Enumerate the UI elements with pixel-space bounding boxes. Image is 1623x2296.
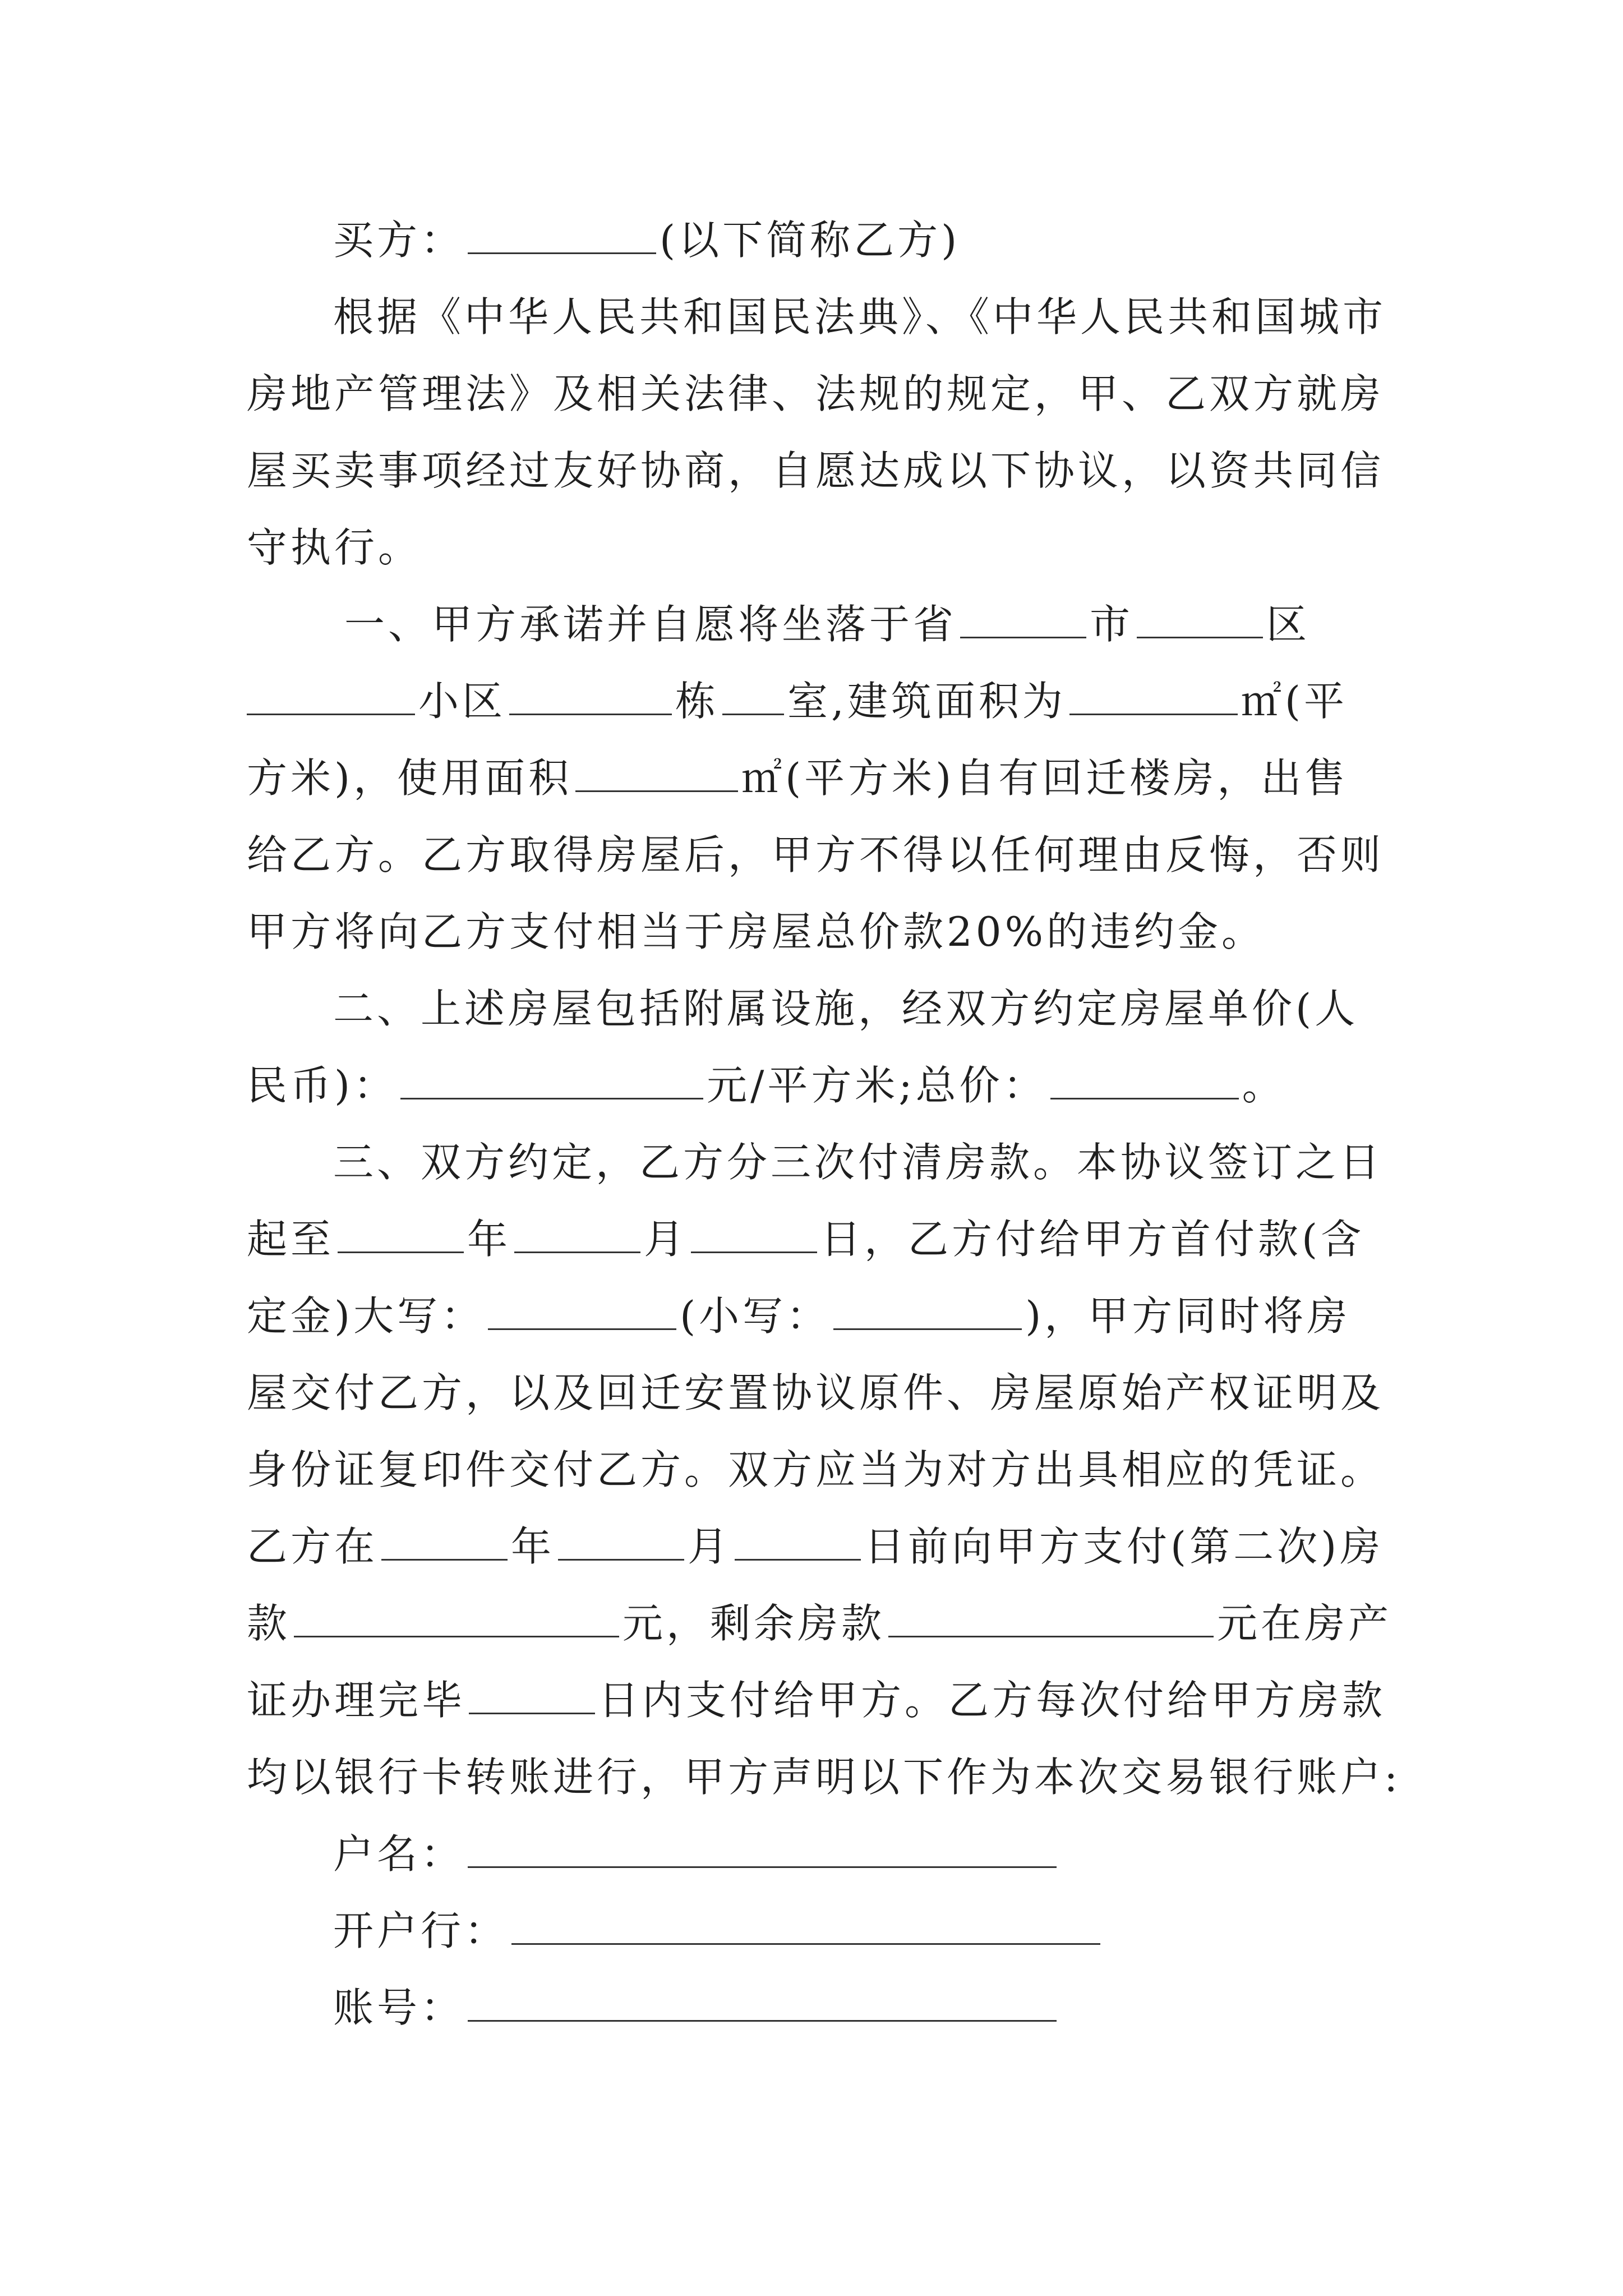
community-blank	[247, 711, 415, 715]
clause-text: 。	[1242, 1062, 1286, 1109]
clause-text: 栋	[675, 678, 720, 725]
clause-3-line	[247, 1278, 1385, 1355]
clause-1-line	[247, 663, 1385, 740]
paragraph-line: 三、双方约定，乙方分三次付清房款。本协议签订之日	[333, 1139, 1384, 1186]
clause-text: 元/平方米;总价：	[707, 1062, 1047, 1109]
clause-3-line	[247, 1662, 1385, 1739]
clause-text: )，甲方同时将房	[1025, 1292, 1351, 1340]
bank-line	[247, 1893, 1385, 1970]
paragraph-line: 屋交付乙方，以及回迁安置协议原件、房屋原始产权证明及	[247, 1369, 1385, 1416]
area-blank	[1069, 711, 1238, 715]
account-name-label: 户名：	[333, 1830, 465, 1878]
paragraph-line: 房地产管理法》及相关法律、法规的规定，甲、乙双方就房	[247, 370, 1385, 417]
amount-words-blank	[488, 1326, 676, 1330]
clause-text: 室,建筑面积为	[787, 678, 1066, 725]
clause-text: 区	[1266, 601, 1311, 648]
paragraph-line: 甲方将向乙方支付相当于房屋总价款20%的违约金。	[247, 908, 1266, 955]
clause-2-line	[247, 1047, 1385, 1124]
clause-text: (小写：	[680, 1292, 831, 1340]
account-name-line	[247, 1816, 1385, 1893]
remaining-payment-blank	[888, 1634, 1214, 1637]
city-blank	[960, 634, 1086, 638]
clause-text: 乙方在	[247, 1523, 379, 1570]
paragraph-line: 身份证复印件交付乙方。双方应当为对方出具相应的凭证。	[247, 1446, 1385, 1493]
clause-text: 日前向甲方支付(第二次)房	[864, 1523, 1384, 1570]
usable-area-blank	[575, 788, 738, 792]
day-blank	[691, 1249, 817, 1253]
unit-price-blank	[400, 1096, 703, 1099]
clause-text: 年	[511, 1523, 555, 1570]
month-blank	[558, 1557, 684, 1561]
clause-text: 日内支付给甲方。乙方每次付给甲方房款	[598, 1677, 1386, 1724]
paragraph-line: 均以银行卡转账进行，甲方声明以下作为本次交易银行账户:	[247, 1754, 1401, 1801]
account-number-label: 账号：	[333, 1984, 465, 2031]
district-blank	[1137, 634, 1263, 638]
year-blank	[381, 1557, 508, 1561]
clause-text: 证办理完毕	[247, 1677, 466, 1724]
account-number-blank	[468, 2018, 1057, 2022]
clause-text: 一、甲方承诺并自愿将坐落于省	[344, 601, 957, 648]
buyer-label: 买方：	[333, 217, 465, 264]
paragraph-line: 守执行。	[247, 524, 422, 571]
clause-text: 月	[644, 1216, 688, 1263]
buyer-alias: (以下简称乙方)	[660, 217, 961, 264]
month-blank	[514, 1249, 640, 1253]
clause-text: 市	[1090, 601, 1134, 648]
amount-figures-blank	[833, 1326, 1022, 1330]
clause-3-line	[247, 1585, 1393, 1662]
building-blank	[509, 711, 672, 715]
clause-3-line	[247, 1201, 1385, 1278]
clause-text: 定金)大写：	[247, 1292, 485, 1340]
total-price-blank	[1050, 1096, 1239, 1099]
bank-label: 开户行：	[333, 1907, 509, 1954]
clause-text: 民币)：	[247, 1062, 398, 1109]
paragraph-line: 根据《中华人民共和国民法典》、《中华人民共和国城市	[333, 293, 1387, 341]
contract-body	[247, 202, 1401, 2046]
buyer-line	[247, 202, 1385, 279]
clause-text: 方米)，使用面积	[247, 754, 573, 802]
days-blank	[469, 1710, 595, 1714]
account-number-line	[247, 1970, 1385, 2046]
account-name-blank	[468, 1864, 1057, 1868]
clause-1-line	[247, 740, 1385, 817]
room-blank	[722, 711, 784, 715]
clause-3-line	[247, 1508, 1385, 1585]
clause-text: 月	[688, 1523, 732, 1570]
bank-blank	[511, 1941, 1100, 1945]
buyer-blank	[468, 250, 656, 254]
clause-text: 日，乙方付给甲方首付款(含	[820, 1216, 1365, 1263]
year-blank	[338, 1249, 464, 1253]
clause-text: 元，剩余房款	[623, 1600, 886, 1647]
clause-text: ㎡(平	[1241, 678, 1348, 725]
paragraph-line: 屋买卖事项经过友好协商，自愿达成以下协议，以资共同信	[247, 447, 1385, 494]
paragraph-line: 给乙方。乙方取得房屋后，甲方不得以任何理由反悔，否则	[247, 831, 1385, 878]
clause-text: 年	[467, 1216, 511, 1263]
clause-text: 小区	[418, 678, 506, 725]
second-payment-blank	[294, 1634, 619, 1637]
clause-text: 款	[247, 1600, 291, 1647]
clause-text: 起至	[247, 1216, 335, 1263]
clause-text: ㎡(平方米)自有回迁楼房，出售	[741, 754, 1349, 802]
clause-text: 元在房产	[1217, 1600, 1393, 1647]
day-blank	[735, 1557, 861, 1561]
paragraph-line: 二、上述房屋包括附属设施，经双方约定房屋单价(人	[333, 985, 1359, 1032]
clause-1-line	[247, 586, 1385, 663]
